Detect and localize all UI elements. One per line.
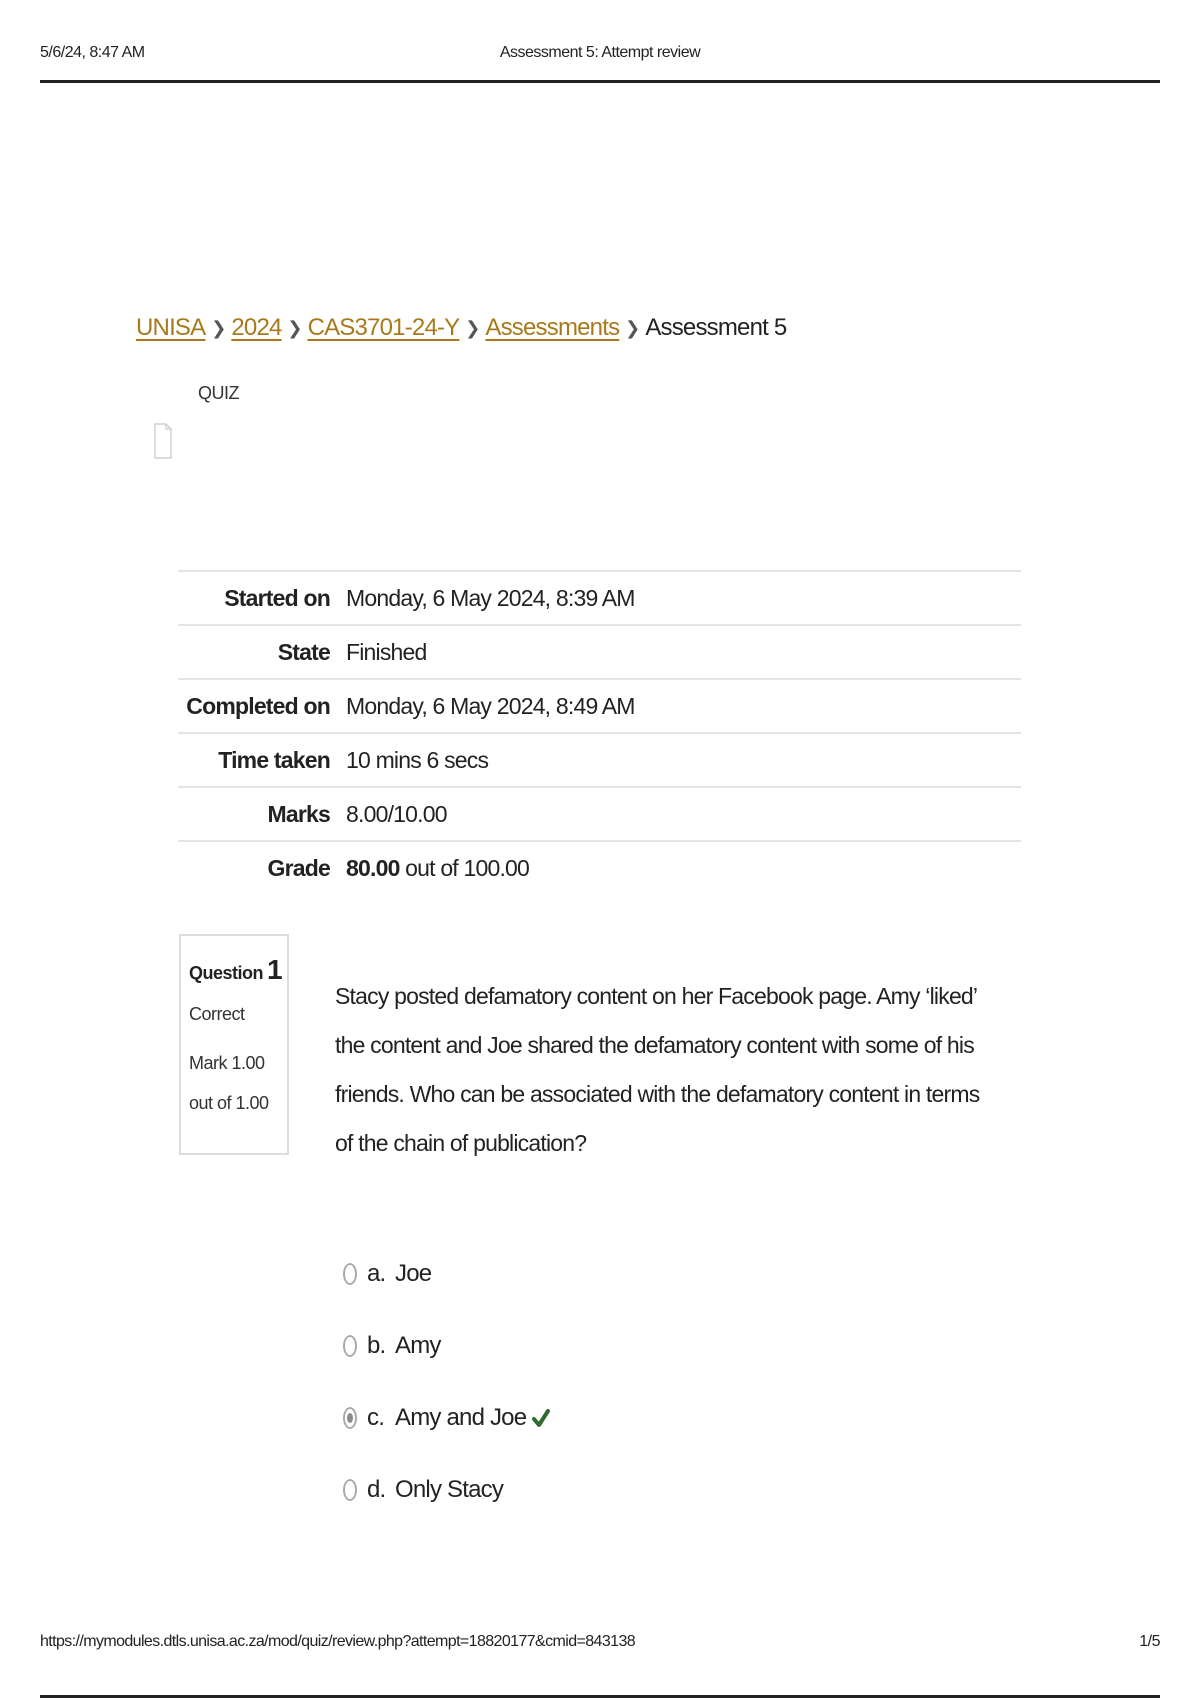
answer-option-c[interactable]: [343, 1382, 550, 1454]
grade-out-of: out of 100.00: [399, 854, 530, 881]
breadcrumb-2024[interactable]: 2024: [231, 314, 282, 341]
answer-letter: c.: [367, 1404, 385, 1431]
question-number: [189, 954, 283, 986]
answer-text: Only Stacy: [395, 1476, 504, 1503]
chevron-right-icon: ❯: [465, 317, 480, 338]
answer-text: Amy: [395, 1332, 441, 1359]
summary-label: Started on: [224, 584, 330, 611]
grade-score: 80.00: [346, 854, 400, 881]
summary-value: Finished: [346, 638, 427, 665]
question-number-value: 1: [267, 954, 283, 985]
chevron-right-icon: ❯: [211, 317, 226, 338]
print-page-number: 1/5: [1139, 1633, 1160, 1650]
quiz-document-icon: [154, 423, 172, 459]
question-info-box: [179, 934, 289, 1155]
question-label: Question: [189, 963, 264, 983]
print-title: Assessment 5: Attempt review: [499, 44, 701, 61]
summary-value: 8.00/10.00: [346, 800, 447, 827]
summary-label: Time taken: [218, 746, 330, 773]
radio-button-selected[interactable]: [343, 1407, 357, 1429]
breadcrumb: [136, 314, 786, 342]
print-footer: [40, 1633, 1160, 1698]
summary-row-completed: [178, 679, 1021, 733]
summary-value: 10 mins 6 secs: [346, 746, 489, 773]
breadcrumb-course[interactable]: CAS3701-24-Y: [307, 314, 460, 341]
print-date: 5/6/24, 8:47 AM: [40, 44, 145, 61]
answer-option-d[interactable]: [343, 1454, 550, 1526]
answer-text: Joe: [395, 1260, 432, 1287]
summary-label: Grade: [267, 854, 330, 881]
summary-label: State: [277, 638, 330, 665]
summary-row-grade: [178, 841, 1021, 894]
answer-letter: d.: [367, 1476, 386, 1503]
answer-letter: a.: [367, 1260, 386, 1287]
answer-options: [343, 1238, 550, 1526]
answer-option-b[interactable]: [343, 1310, 550, 1382]
summary-row-time-taken: [178, 733, 1021, 787]
breadcrumb-assessments[interactable]: Assessments: [485, 314, 620, 341]
answer-option-a[interactable]: [343, 1238, 550, 1310]
answer-text: Amy and Joe: [395, 1404, 527, 1431]
question-state: Correct: [189, 1004, 245, 1024]
radio-button[interactable]: [343, 1335, 357, 1357]
summary-row-marks: [178, 787, 1021, 841]
summary-value: [346, 841, 1021, 894]
breadcrumb-current: Assessment 5: [645, 314, 787, 341]
breadcrumb-unisa[interactable]: UNISA: [136, 314, 206, 341]
print-header: [40, 40, 1160, 83]
radio-button[interactable]: [343, 1479, 357, 1501]
correct-check-icon: [532, 1408, 550, 1428]
print-url: https://mymodules.dtls.unisa.ac.za/mod/quiz/review.php?attempt=18820177&cmid=843138: [40, 1633, 636, 1650]
chevron-right-icon: ❯: [625, 317, 640, 338]
summary-label: Completed on: [186, 692, 330, 719]
summary-value: Monday, 6 May 2024, 8:39 AM: [346, 584, 635, 611]
chevron-right-icon: ❯: [287, 317, 302, 338]
question-mark: Mark 1.00 out of 1.00: [189, 1053, 269, 1113]
summary-value: Monday, 6 May 2024, 8:49 AM: [346, 692, 635, 719]
question-text: Stacy posted defamatory content on her Facebook page. Amy ‘liked’ the content and Joe shared the defamatory content with some of his friends. Who can be associated with the defamatory content in terms of the chain of publication?: [335, 983, 980, 1156]
activity-type-label: QUIZ: [198, 383, 239, 403]
summary-label: Marks: [267, 800, 330, 827]
radio-button[interactable]: [343, 1263, 357, 1285]
summary-row-state: [178, 625, 1021, 679]
summary-row-started: [178, 571, 1021, 625]
attempt-summary-table: [178, 570, 1021, 894]
answer-letter: b.: [367, 1332, 386, 1359]
